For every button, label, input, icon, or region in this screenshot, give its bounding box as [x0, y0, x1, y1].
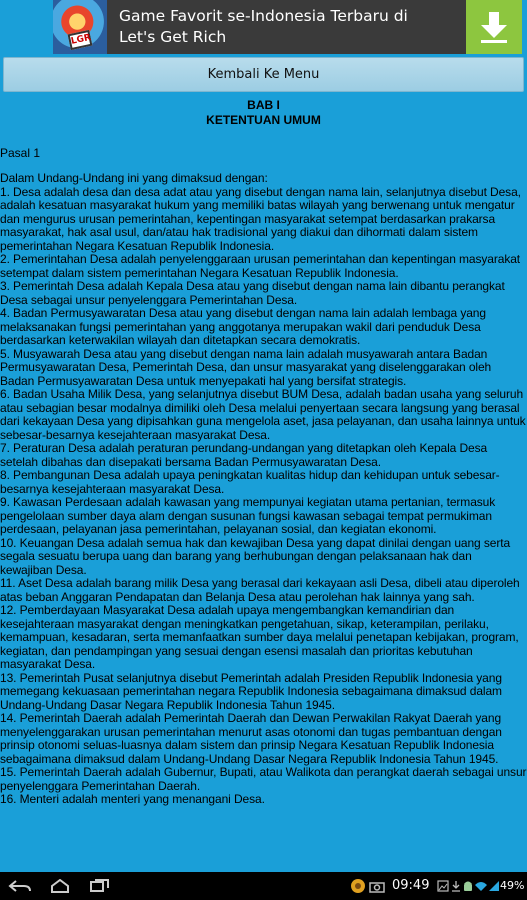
paragraph: 4. Badan Permusyawaratan Desa atau yang disebut dengan nama lain adalah lembaga yang melaksanakan fungsi pemerintahan yang anggotanya merupakan wakil dari penduduk Desa berdasarkan keterwakilan wilayah dan ditetapkan secara demokratis.	[0, 306, 486, 347]
app-icon	[348, 872, 368, 900]
wifi-icon	[474, 872, 488, 900]
paragraph: 12. Pemberdayaan Masyarakat Desa adalah upaya mengembangkan kemandirian dan kesejahteraan masyarakat dengan meningkatkan pengetahuan, sikap, keterampilan, perilaku, kemampuan, kesadaran, serta memanfaatkan sumber daya melalui penetapan kebijakan, program, kegiatan, dan pendampingan yang sesuai dengan esensi masalah dan prioritas kebutuhan masyarakat Desa.	[0, 603, 519, 671]
home-icon[interactable]	[40, 872, 80, 900]
battery-percentage: 49%	[500, 879, 525, 892]
paragraph: 13. Pemerintah Pusat selanjutnya disebut Pemerintah adalah Presiden Republik Indonesia yang memegang kekuasaan pemerintahan negara Republik Indonesia sebagaimana dimaksud dalam Undang-Undang Dasar Negara Republik Indonesia Tahun 1945.	[0, 670, 502, 712]
gallery-icon	[436, 872, 450, 900]
recent-apps-icon[interactable]	[80, 872, 120, 900]
status-time: 09:49	[392, 878, 430, 893]
paragraph: 9. Kawasan Perdesaan adalah kawasan yang mempunyai kegiatan utama pertanian, termasuk pengelolaan sumber daya alam dengan susunan fungsi kawasan sebagai tempat permukiman perdesaan, pelayanan jasa pemerintahan, pelayanan sosial, dan kegiatan ekonomi.	[0, 495, 496, 536]
paragraph: 8. Pembangunan Desa adalah upaya peningkatan kualitas hidup dan kehidupan untuk sebesar-besarnya kesejahteraan masyarakat Desa.	[0, 468, 500, 496]
paragraph: 15. Pemerintah Daerah adalah Gubernur, Bupati, atau Walikota dan perangkat daerah sebagai unsur penyelenggara Pemerintahan Daerah.	[0, 765, 527, 793]
paragraph: 11. Aset Desa adalah barang milik Desa yang berasal dari kekayaan asli Desa, dibeli atau diperoleh atas beban Anggaran Pendapatan dan Belanja Desa atau perolehan hak lainnya yang sah.	[0, 576, 520, 604]
ad-text[interactable]: Game Favorit se-Indonesia Terbaru di Let's Get Rich	[119, 7, 408, 46]
paragraph: 1. Desa adalah desa dan desa adat atau yang disebut dengan nama lain, selanjutnya disebut Desa, adalah kesatuan masyarakat hukum yang memiliki batas wilayah yang berwenang untuk mengatur dan mengurus urusan pemerintahan, kepentingan masyarakat setempat berdasarkan prakarsa masyarakat, hak asal usul, dan/atau hak tradisional yang diakui dan dihormati dalam sistem pemerintahan Negara Kesatuan Republik Indonesia.	[0, 184, 521, 253]
ad-app-icon[interactable]	[53, 0, 107, 54]
paragraph: 10. Keuangan Desa adalah semua hak dan kewajiban Desa yang dapat dinilai dengan uang serta segala sesuatu berupa uang dan barang yang berhubungan dengan pelaksanaan hak dan kewajiban Desa.	[0, 535, 511, 577]
android-icon	[462, 872, 474, 900]
article-body	[0, 172, 527, 807]
ad-download-button[interactable]	[466, 0, 522, 54]
download-arrow-icon	[479, 10, 509, 44]
paragraph: 3. Pemerintah Desa adalah Kepala Desa atau yang disebut dengan nama lain dibantu perangkat Desa sebagai unsur penyelenggara Pemerintahan Desa.	[0, 279, 505, 307]
ad-thumb-badge: LGR	[68, 30, 93, 50]
paragraph: 14. Pemerintah Daerah adalah Pemerintah Daerah dan Dewan Perwakilan Rakyat Daerah yang menyelenggarakan urusan pemerintahan menurut asas otonomi dan tugas pembantuan dengan prinsip otonomi seluas-luasnya dalam sistem dan prinsip Negara Kesatuan Republik Indonesia sebagaimana dimaksud dalam Undang-Undang Dasar Negara Republik Indonesia Tahun 1945.	[0, 711, 502, 766]
paragraph: 5. Musyawarah Desa atau yang disebut dengan nama lain adalah musyawarah antara Badan Permusyawaratan Desa, Pemerintah Desa, dan unsur masyarakat yang diselenggarakan oleh Badan Permusyawaratan Desa untuk menyepakati hal yang bersifat strategis.	[0, 346, 492, 388]
download-icon	[450, 872, 462, 900]
chapter-title	[0, 98, 527, 128]
paragraph: 16. Menteri adalah menteri yang menangani Desa.	[0, 792, 265, 806]
ad-banner[interactable]	[53, 0, 472, 54]
camera-icon	[368, 872, 386, 900]
back-to-menu-button[interactable]: Kembali Ke Menu	[3, 57, 524, 92]
system-bar	[0, 872, 527, 900]
chapter-number: BAB I	[247, 98, 280, 112]
paragraph: 6. Badan Usaha Milik Desa, yang selanjutnya disebut BUM Desa, adalah badan usaha yang seluruh atau sebagian besar modalnya dimiliki oleh Desa melalui penyertaan secara langsung yang berasal dari kekayaan Desa yang dipisahkan guna mengelola aset, jasa pelayanan, dan usaha lainnya untuk sebesar-besarnya kesejahteraan masyarakat Desa.	[0, 387, 526, 442]
signal-icon	[488, 872, 500, 900]
chapter-heading: KETENTUAN UMUM	[206, 113, 321, 127]
back-icon[interactable]	[0, 872, 40, 900]
paragraph: 2. Pemerintahan Desa adalah penyelenggaraan urusan pemerintahan dan kepentingan masyarakat setempat dalam sistem pemerintahan Negara Kesatuan Republik Indonesia.	[0, 252, 521, 280]
paragraph: 7. Peraturan Desa adalah peraturan perundang-undangan yang ditetapkan oleh Kepala Desa setelah dibahas dan disepakati bersama Badan Permusyawaratan Desa.	[0, 441, 488, 469]
article-content	[0, 96, 527, 807]
paragraph: Dalam Undang-Undang ini yang dimaksud dengan:	[0, 171, 268, 185]
pasal-heading: Pasal 1	[0, 146, 41, 160]
